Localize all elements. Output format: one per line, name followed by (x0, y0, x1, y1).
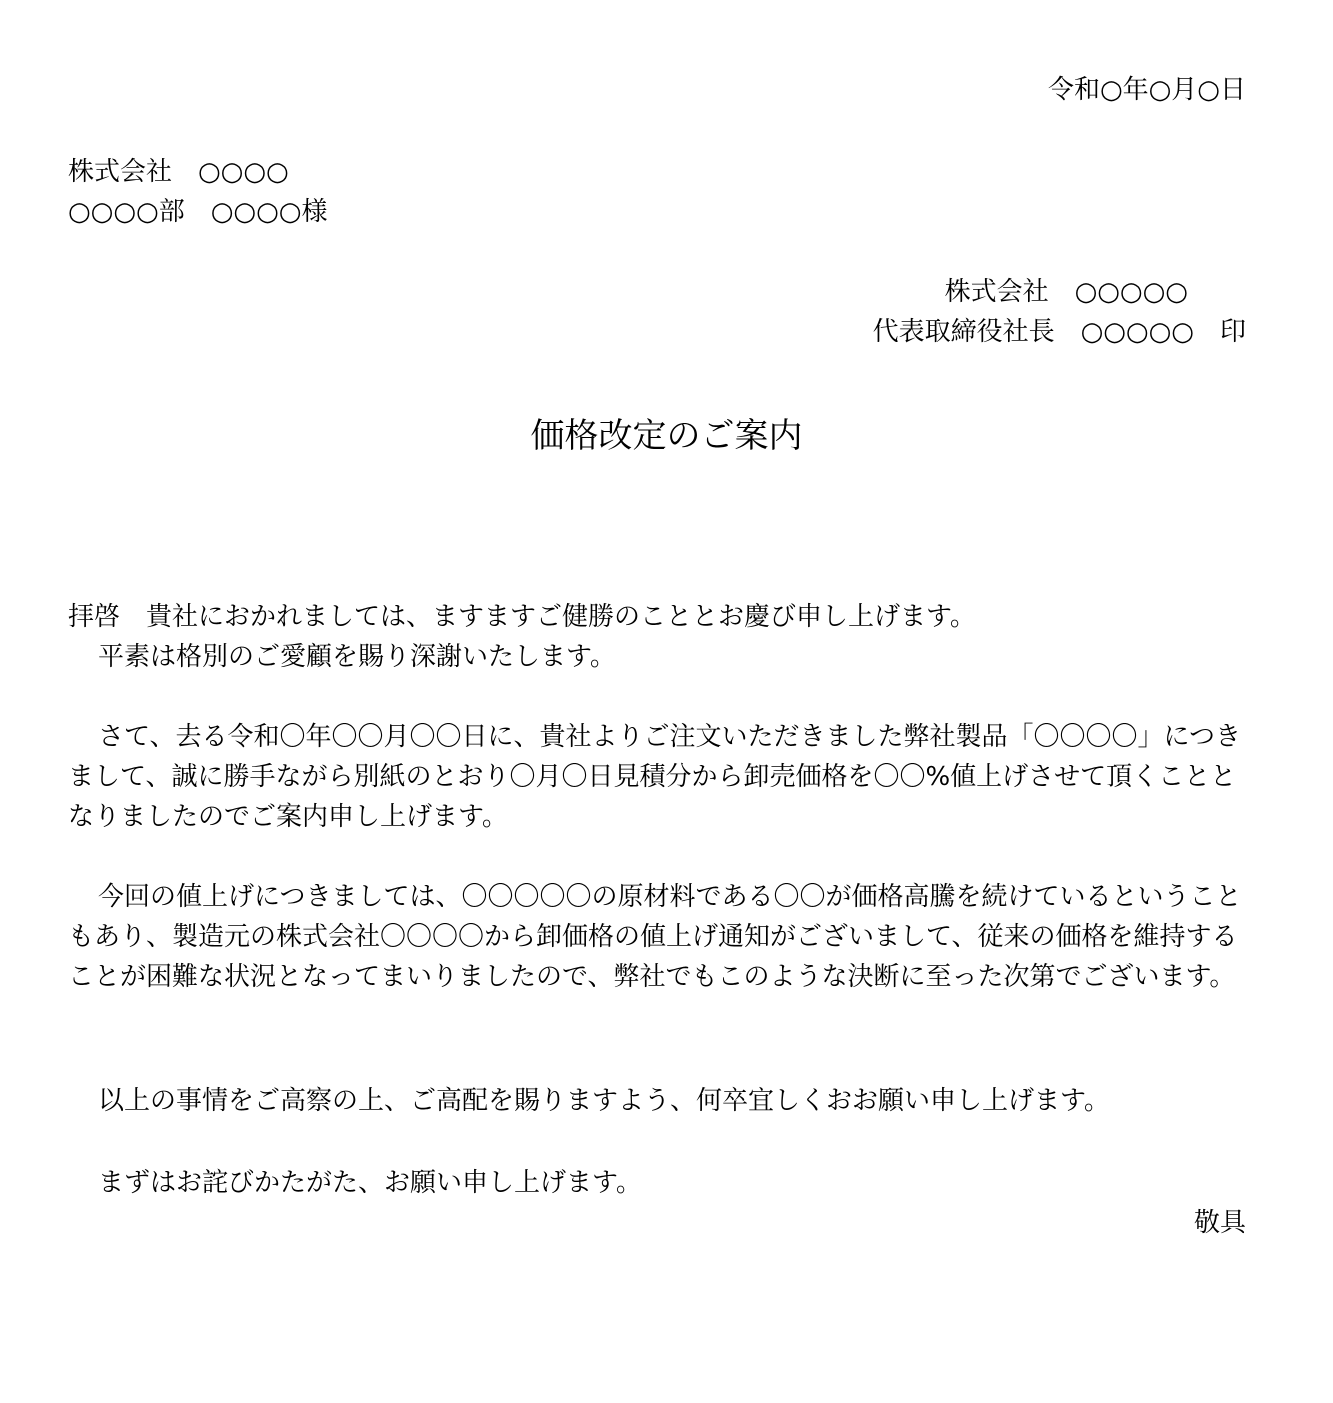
body-paragraph-price-change: さて、去る令和〇年〇〇月〇〇日に、貴社よりご注文いただきました弊社製品「〇〇〇〇」につきまして、誠に勝手ながら別紙のとおり〇月〇日見積分から卸売価格を〇〇%値上げさせて頂くこととなりましたのでご案内申し上げます。 (68, 722, 1241, 832)
document-title: 価格改定のご案内 (530, 416, 803, 456)
body-paragraph-apology: まずはお詫びかたがた、お願い申し上げます。 (98, 1168, 642, 1198)
letter-date: 令和○年○月○日 (1047, 75, 1246, 105)
closing-word: 敬具 (1193, 1208, 1246, 1238)
recipient-department-person: ○○○○部 ○○○○様 (68, 197, 328, 227)
body-paragraph-request: 以上の事情をご高察の上、ご高配を賜りますよう、何卒宜しくおお願い申し上げます。 (98, 1086, 1110, 1116)
opening-salutation: 拝啓 貴社におかれましては、ますますご健勝のこととお慶び申し上げます。 (68, 602, 976, 632)
recipient-company: 株式会社 ○○○○ (68, 157, 289, 187)
sender-company: 株式会社 ○○○○○ (944, 277, 1188, 307)
body-paragraph-reason: 今回の値上げにつきましては、〇〇〇〇〇の原材料である〇〇が価格高騰を続けているということもあり、製造元の株式会社〇〇〇〇から卸価格の値上げ通知がございまして、従来の価格を維持することが困難な状況となってまいりましたので、弊社でもこのような決断に至った次第でございます。 (68, 882, 1242, 992)
greeting-line: 平素は格別のご愛顧を賜り深謝いたします。 (98, 642, 616, 672)
sender-representative: 代表取締役社長 ○○○○○ 印 (872, 317, 1246, 347)
